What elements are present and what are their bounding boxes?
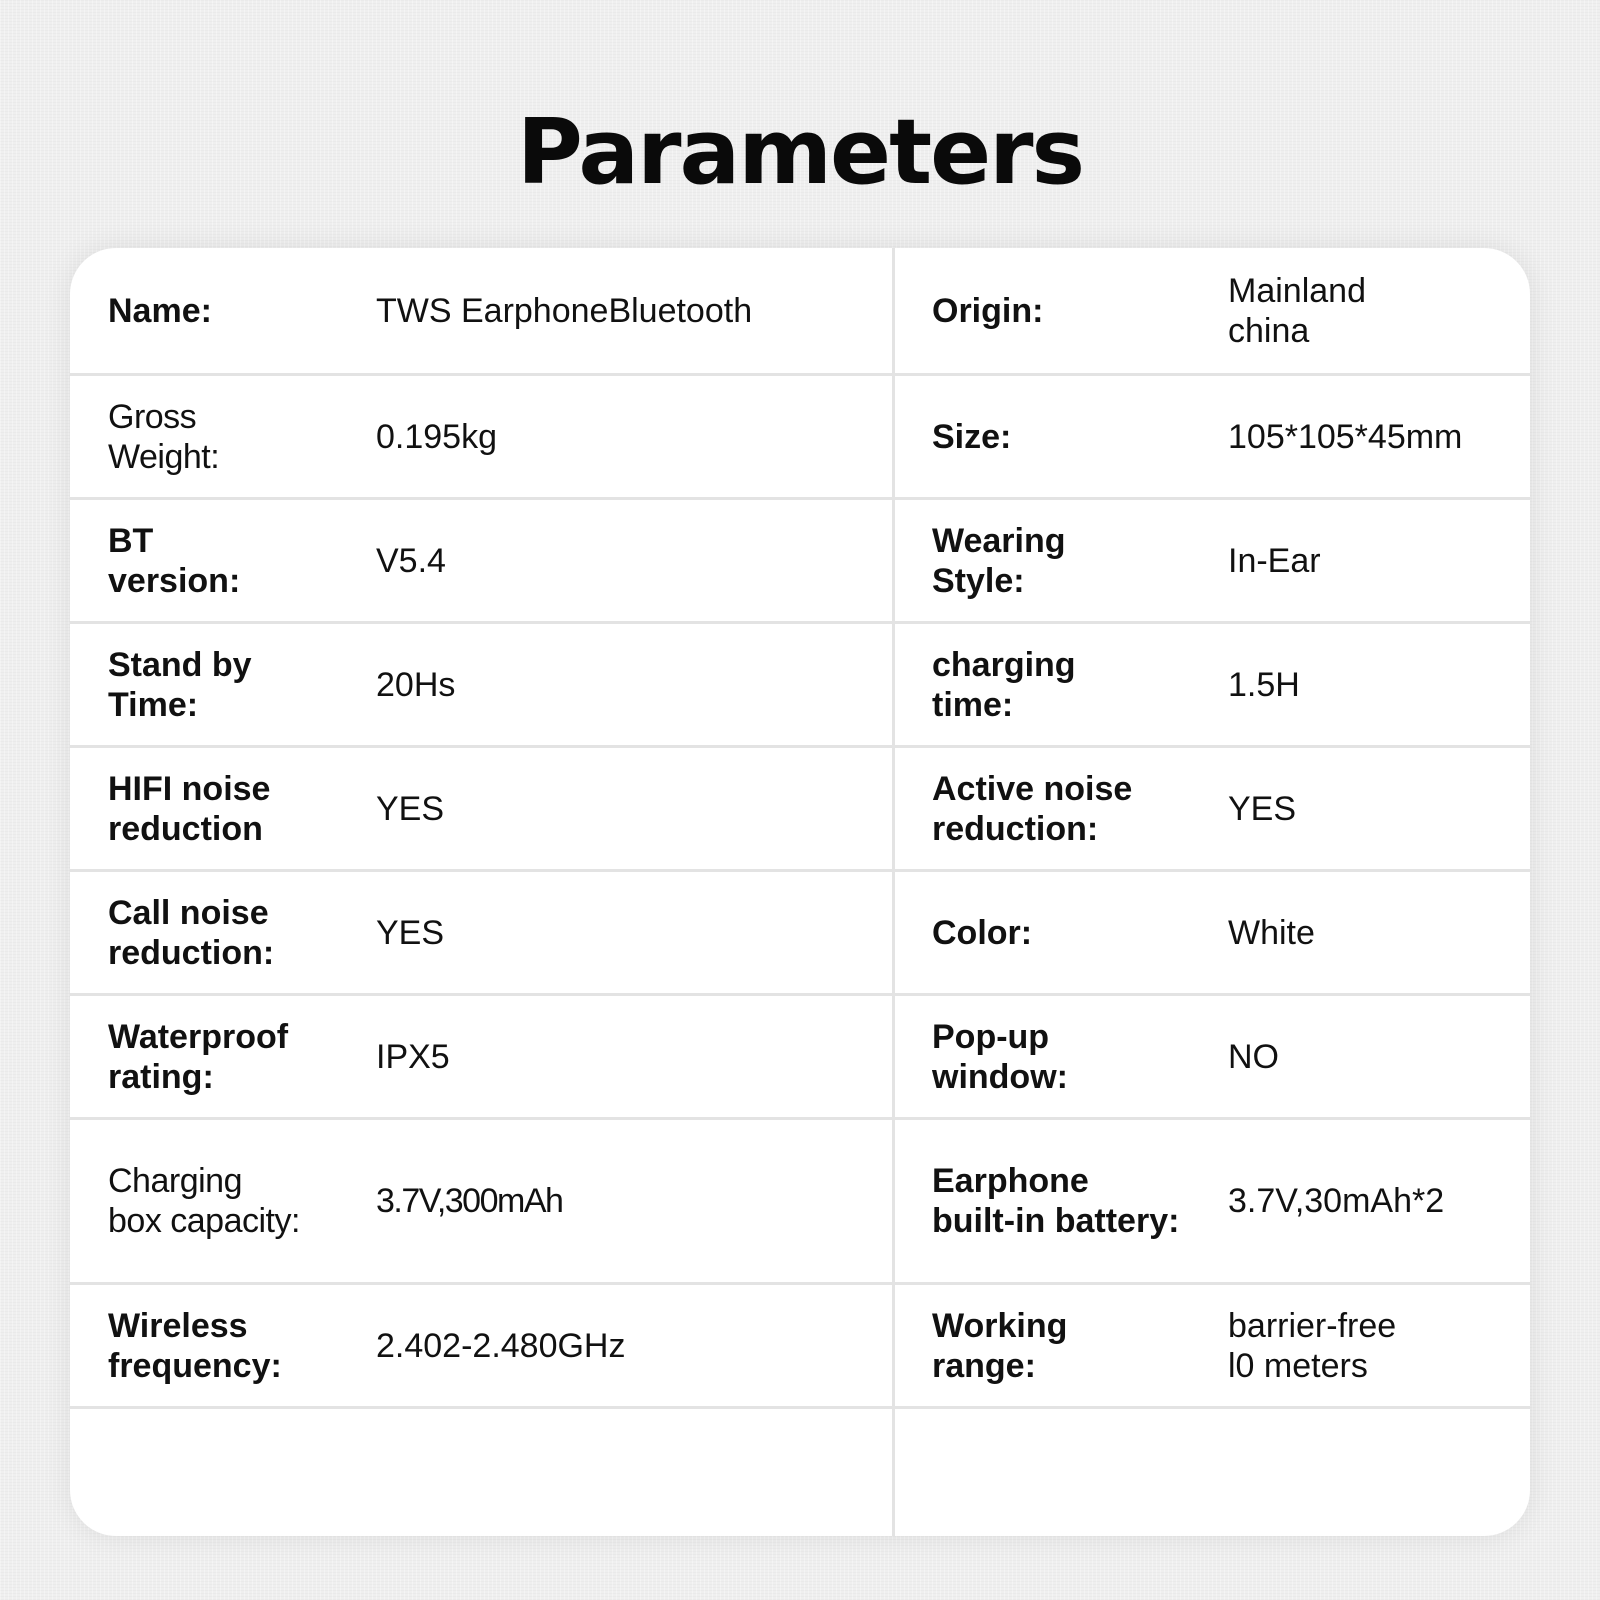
param-label: Pop-up window: <box>932 1017 1068 1096</box>
parameters-table <box>70 248 1530 1536</box>
table-row <box>70 624 1530 748</box>
param-label: Gross Weight: <box>108 397 220 476</box>
param-value: 2.402-2.480GHz <box>376 1326 626 1365</box>
param-label: Wearing Style: <box>932 521 1066 600</box>
param-label: Wireless frequency: <box>108 1306 282 1385</box>
param-value: V5.4 <box>376 541 446 580</box>
table-row <box>70 748 1530 872</box>
table-row <box>70 248 1530 376</box>
table-row <box>70 1285 1530 1409</box>
param-label: Stand by Time: <box>108 645 252 724</box>
param-label: Active noise reduction: <box>932 769 1133 848</box>
param-value: IPX5 <box>376 1037 450 1076</box>
param-value: 0.195kg <box>376 417 497 456</box>
table-row <box>70 872 1530 996</box>
param-value: 3.7V,300mAh <box>376 1182 563 1220</box>
param-label: HIFI noise reduction <box>108 769 271 848</box>
table-row <box>70 376 1530 500</box>
param-label: Size: <box>932 417 1012 456</box>
table-row <box>70 500 1530 624</box>
param-value: YES <box>1228 789 1297 828</box>
param-value: White <box>1228 913 1315 952</box>
table-row <box>70 996 1530 1120</box>
param-value: barrier-free l0 meters <box>1228 1306 1397 1385</box>
param-label: Name: <box>108 291 212 330</box>
param-label: Color: <box>932 913 1033 952</box>
param-label: Earphone built-in battery: <box>932 1162 1180 1240</box>
param-label: BT version: <box>108 521 241 600</box>
param-value: 3.7V,30mAh*2 <box>1228 1182 1445 1220</box>
param-value: YES <box>376 913 445 952</box>
param-label: Charging box capacity: <box>108 1162 300 1240</box>
param-value: Mainland china <box>1228 271 1366 350</box>
param-value: In-Ear <box>1228 541 1321 580</box>
param-value: NO <box>1228 1037 1279 1076</box>
param-value: TWS EarphoneBluetooth <box>376 291 753 330</box>
param-label: Origin: <box>932 291 1044 330</box>
param-value: 105*105*45mm <box>1228 417 1463 456</box>
table-row <box>70 1120 1530 1285</box>
param-label: Working range: <box>932 1306 1068 1385</box>
param-label: Call noise reduction: <box>108 893 275 972</box>
param-label: charging time: <box>932 645 1076 724</box>
param-value: 20Hs <box>376 665 456 704</box>
param-value: 1.5H <box>1228 665 1300 704</box>
page-title: Parameters <box>516 100 1084 205</box>
param-value: YES <box>376 789 445 828</box>
param-label: Waterproof rating: <box>108 1017 289 1096</box>
